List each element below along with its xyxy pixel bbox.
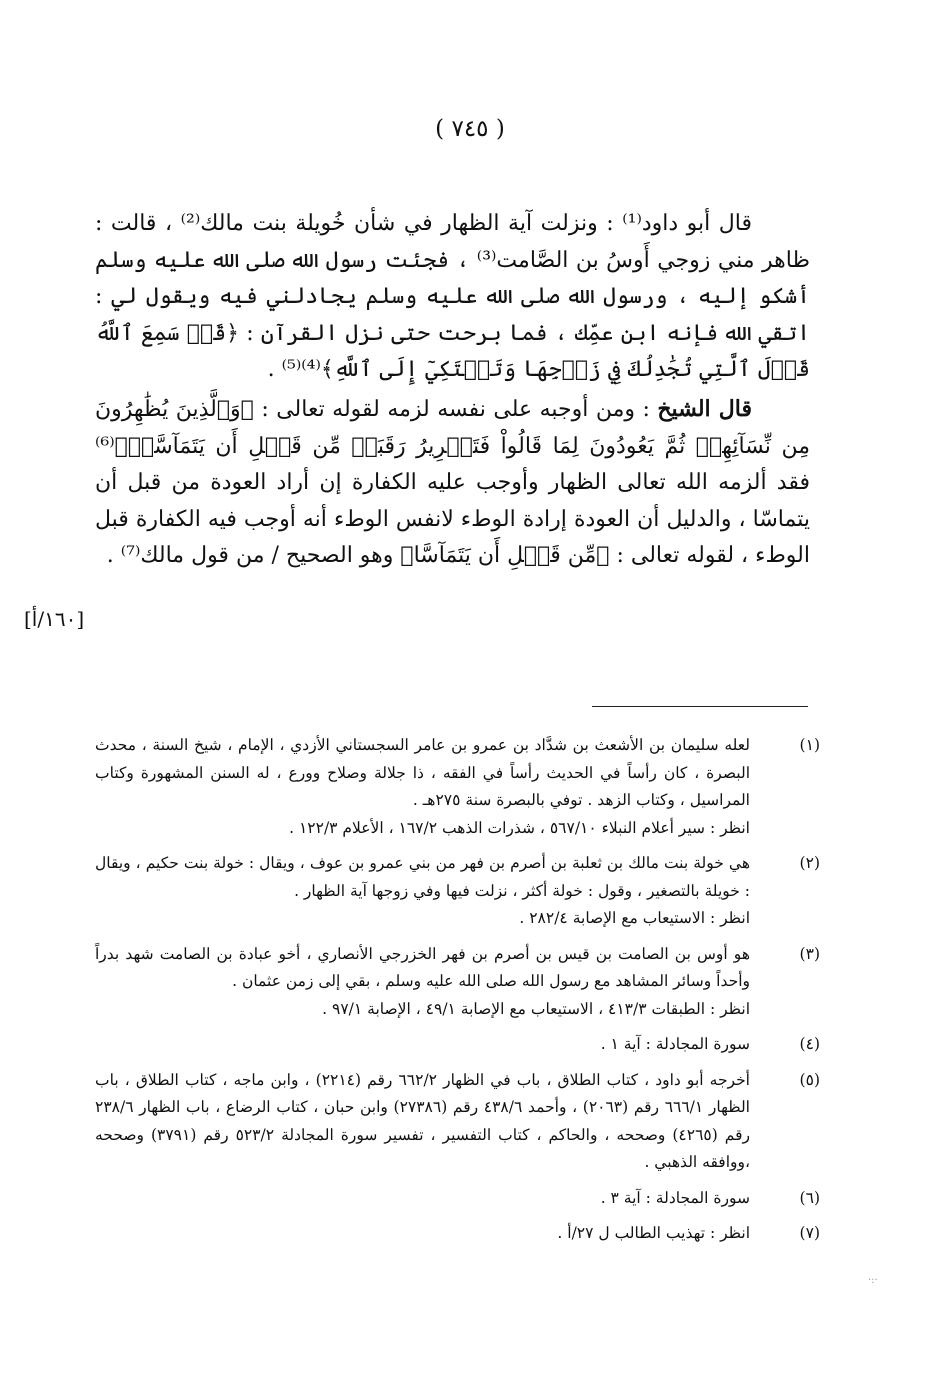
footnote-number: (٤) (799, 1035, 820, 1053)
footnote (95, 1220, 820, 1248)
paragraph-text: قال أبو داود⁽¹⁾ : ونزلت آية الظهار في شأن خُويلة بنت مالك⁽²⁾ ، قالت : ظاهر مني زوجي أَوسُ بن الصَّامت⁽³⁾ ، فجئت رسول الله صلى الله عليه وسلم أشكو إليه ، ورسول الله صلى الله عليه وسلم يجادلني فيه ويقول لي : اتقي الله فإنه ابن عمِّك ، فما برحت حتى نزل القرآن : ﴿قَدۡ سَمِعَ ٱللَّهُ قَوۡلَ ٱلَّتِي تُجَٰدِلُكَ فِي زَوۡجِهَا وَتَشۡتَكِيٓ إِلَى ٱللَّهِ﴾⁽⁴⁾⁽⁵⁾ . (95, 211, 810, 383)
footnote-line: سورة المجادلة : آية ٣ . (600, 1188, 750, 1207)
footnote-number: (٦) (799, 1188, 820, 1207)
footnotes (95, 732, 820, 1256)
page-number: ( ٧٤٥ ) (435, 116, 505, 142)
footnote (95, 941, 820, 1024)
footnote-body (95, 1067, 750, 1177)
footnote-line: انظر : سير أعلام النبلاء ٥٦٧/١٠ ، شذرات الذهب ١٦٧/٢ ، الأعلام ١٢٢/٣ . (289, 818, 750, 837)
footnote-separator (592, 706, 808, 707)
footnote-line: سورة المجادلة : آية ١ . (600, 1035, 750, 1053)
footnote (95, 850, 820, 933)
footnote-body (95, 1185, 750, 1213)
footnote-line: انظر : تهذيب الطالب ل ٢٧/أ . (557, 1224, 750, 1242)
paragraph-abu-dawud (95, 206, 810, 389)
footnote (95, 732, 820, 842)
footnote-number: (٥) (799, 1070, 820, 1089)
footnote-line: انظر : الاستيعاب مع الإصابة ٢٨٢/٤ . (519, 909, 750, 927)
footnote-body (95, 1220, 750, 1248)
main-text (95, 206, 810, 575)
footnote-line: أخرجه أبو داود ، كتاب الطلاق ، باب في الظهار ٦٦٢/٢ رقم (٢٢١٤) ، وابن ماجه ، كتاب الطلاق ، باب الظهار ٦٦٦/١ رقم (٢٠٦٣) ، وأحمد ٤٣٨/٦ رقم (٢٧٣٨٦) وابن حبان ، كتاب الرضاع ، باب الظهار ٢٣٨/٦ رقم (٤٢٦٥) وصححه ، والحاكم ، كتاب التفسير ، تفسير سورة المجادلة ٥٢٣/٢ رقم (٣٧٩١) وصححه ،ووافقه الذهبي . (95, 1070, 750, 1171)
footnote-body (95, 1031, 750, 1059)
footnote-number: (١) (799, 736, 820, 754)
footnote-number: (٢) (799, 854, 820, 872)
footnote-line: هو أوس بن الصامت بن قيس بن أصرم بن فهر الخزرجي الأنصاري ، أخو عبادة بن الصامت شهد بدراً وأحداً وسائر المشاهد مع رسول الله صلى الله عليه وسلم ، بقي إلى زمن عثمان . (95, 944, 750, 990)
scan-speck-mark: ·:· (868, 1275, 878, 1286)
paragraph-lead: قال الشيخ (657, 395, 752, 422)
footnote-body (95, 850, 750, 933)
footnote-body (95, 732, 750, 842)
footnote (95, 1185, 820, 1213)
footnote-number: (٣) (799, 944, 820, 963)
footnote-body (95, 941, 750, 1024)
footnote (95, 1031, 820, 1059)
paragraph-text: : ومن أوجبه على نفسه لزمه لقوله تعالى : ﴿وَٱلَّذِينَ يُظَٰهِرُونَ مِن نِّسَآئِهِمۡ ثُمَّ يَعُودُونَ لِمَا قَالُواْ فَتَحۡرِيرُ رَقَبَةٖ مِّن قَبۡلِ أَن يَتَمَآسَّاۚ﴾⁽⁶⁾ فقد ألزمه الله تعالى الظهار وأوجب عليه الكفارة إن أراد العودة من قبل أن يتماسّا ، والدليل أن العودة إرادة الوطء لانفس الوطء أنه أوجب فيه الكفارة قبل الوطء ، لقوله تعالى : ﴿مِّن قَبۡلِ أَن يَتَمَآسَّا﴾ وهو الصحيح / من قول مالك⁽⁷⁾ . (95, 396, 810, 569)
footnote-line: لعله سليمان بن الأشعث بن شدَّاد بن عمرو بن عامر السجستاني الأزدي ، الإمام ، شيخ السنة ، محدث البصرة ، كان رأساً في الحديث رأساً في الفقه ، ذا جلالة وصلاح وورع ، له السنن المشهورة وكتاب المراسيل ، وكتاب الزهد . توفي بالبصرة سنة ٢٧٥هـ . (95, 736, 750, 809)
footnote-line: انظر : الطبقات ٤١٣/٣ ، الاستيعاب مع الإصابة ٤٩/١ ، الإصابة ٩٧/١ . (322, 999, 750, 1018)
manuscript-folio-reference: [١٦٠/أ] (24, 607, 85, 631)
footnote-number: (٧) (799, 1224, 820, 1242)
footnote-line: هي خولة بنت مالك بن ثعلبة بن أصرم بن فهر من بني عمرو بن عوف ، ويقال : خولة بنت حكيم ، ويقال : خويلة بالتصغير ، وقول : خولة أكثر ، نزلت فيها وفي زوجها آية الظهار . (95, 854, 750, 900)
paragraph-sheikh (95, 391, 810, 575)
footnote (95, 1067, 820, 1177)
